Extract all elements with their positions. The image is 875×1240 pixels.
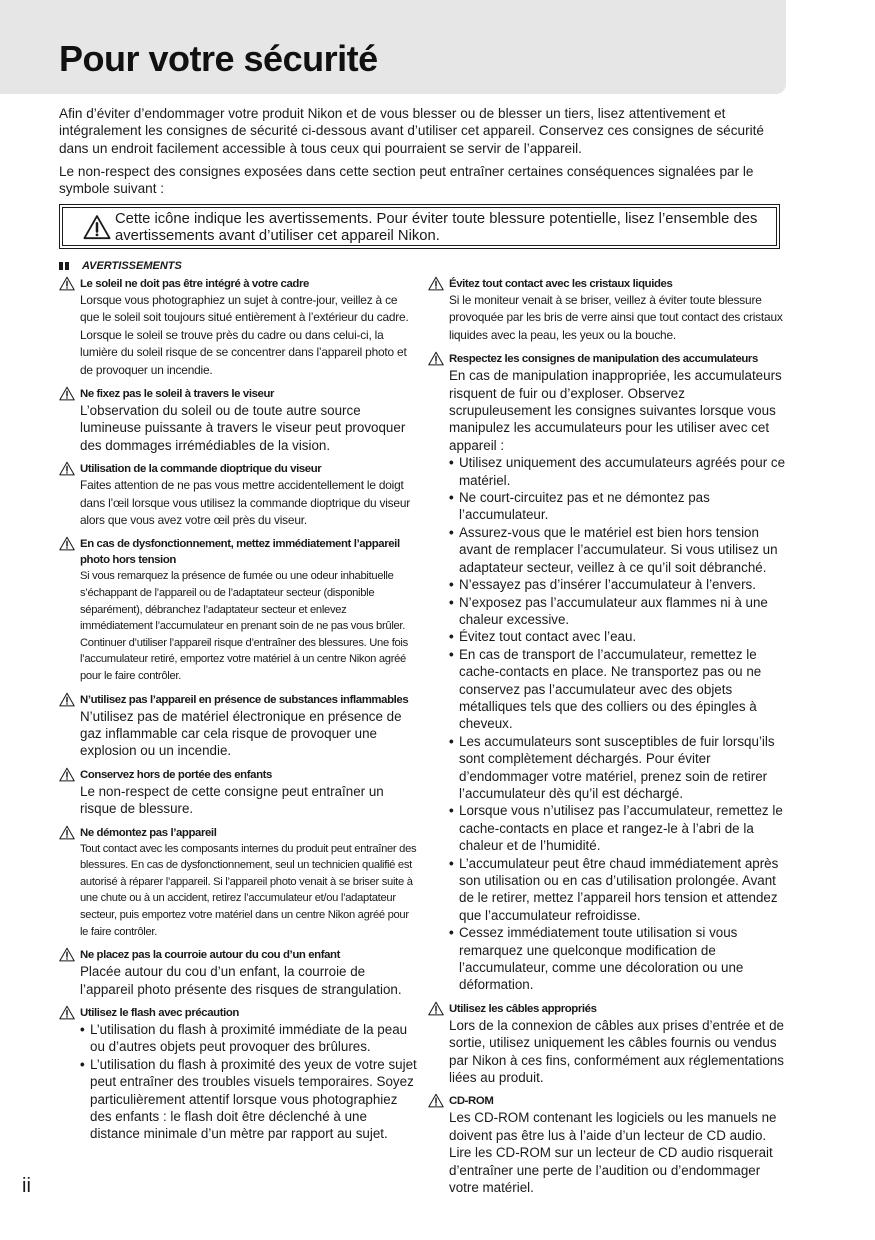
warning-icon: [428, 1001, 444, 1016]
warning-icon: [59, 461, 75, 476]
warning-item-body: Lorsque vous photographiez un sujet à contre-jour, veillez à ce que le soleil soit toujours situé entièrement à l’extérieur du cadre. Lorsque le soleil se trouve près du cadre ou dans celui-ci, la lumière du soleil risque de se concentrer dans l’appareil photo et de provoquer un incendie.: [80, 293, 409, 377]
warning-icon: [59, 767, 75, 782]
warning-title-text: Le soleil ne doit pas être intégré à votre cadre: [80, 278, 309, 290]
warning-item: [59, 461, 419, 529]
right-column: [428, 276, 788, 1204]
warning-item-title: [59, 461, 419, 477]
bullet-item: • Les accumulateurs sont susceptibles de fuir lorsqu’ils sont complètement déchargés. Pour éviter d’endommager votre matériel, prenez soin de retirer l’accumulateur dès qu’il est déchargé.: [449, 733, 788, 803]
warning-icon: [428, 276, 444, 291]
warning-item-title: [59, 536, 419, 568]
warning-icon: [59, 386, 75, 401]
bullet-item: • N’essayez pas d’insérer l’accumulateur à l’envers.: [449, 576, 788, 593]
warning-title-text: Respectez les consignes de manipulation des accumulateurs: [449, 353, 758, 366]
warning-item-title: [428, 351, 788, 367]
warning-title-text: CD-ROM: [449, 1095, 494, 1108]
bullet-item: • N’exposez pas l’accumulateur aux flammes ni à une chaleur excessive.: [449, 594, 788, 629]
warning-icon: [59, 536, 75, 551]
warning-item-body: L’observation du soleil ou de toute autre source lumineuse puissante à travers le viseur peut provoquer des dommages irrémédiables de la vision.: [80, 403, 406, 453]
warning-icon: [59, 1005, 75, 1020]
warning-item-title: [59, 767, 419, 783]
warning-item-title: [59, 692, 419, 708]
warning-title-text: Évitez tout contact avec les cristaux liquides: [449, 278, 673, 290]
warning-item-title: [59, 276, 419, 292]
bullet-item: • Assurez-vous que le matériel est bien hors tension avant de remplacer l’accumulateur. Si vous utilisez un adaptateur secteur, veillez à ce qu’il soit débranché.: [449, 524, 788, 576]
left-column: [59, 276, 419, 1150]
warning-title-text: Ne fixez pas le soleil à travers le viseur: [80, 388, 275, 401]
warning-title-text: N’utilisez pas l’appareil en présence de substances inflammables: [80, 693, 409, 706]
warning-title-text: Utilisez le flash avec précaution: [80, 1007, 239, 1020]
bullet-item: • Lorsque vous n’utilisez pas l’accumulateur, remettez le cache-contacts en place et rangez-le à l’abri de la chaleur et de l’humidité.: [449, 802, 788, 854]
warning-item: [428, 1001, 788, 1087]
warning-title-text: Ne démontez pas l’appareil: [80, 826, 217, 839]
warning-item: [59, 825, 419, 941]
warning-notice-box: [59, 204, 780, 249]
warning-title-text: En cas de dysfonctionnement, mettez immédiatement l’appareil photo hors tension: [80, 538, 400, 567]
warning-item: [59, 276, 419, 379]
warning-item-body: Le non-respect de cette consigne peut entraîner un risque de blessure.: [80, 783, 384, 817]
bullet-item: • Ne court-circuitez pas et ne démontez pas l’accumulateur.: [449, 489, 788, 524]
bullet-item: • En cas de transport de l’accumulateur, remettez le cache-contacts en place. Ne transportez pas ou ne conservez pas l’accumulateur avec des objets métalliques tels que des colliers ou des épingles à cheveux.: [449, 646, 788, 733]
warning-title-text: Conservez hors de portée des enfants: [80, 768, 272, 781]
warning-item-title: [59, 1005, 419, 1021]
notice-inner-border: [62, 207, 777, 246]
bullet-item: • Évitez tout contact avec l’eau.: [449, 628, 788, 645]
warning-item-body: Si le moniteur venait à se briser, veillez à éviter toute blessure provoquée par les bris de verre ainsi que tout contact des cristaux liquides avec la peau, les yeux ou la bouche.: [449, 293, 783, 342]
warning-icon: [428, 1093, 444, 1108]
intro: [59, 105, 787, 203]
warning-item-body: Tout contact avec les composants internes du produit peut entraîner des blessures. En cas de dysfonctionnement, seul un technicien qualifié est autorisé à réparer l’appareil. Si l’appareil photo venait à se briser suite à une chute ou à un accident, retirez l’accumulateur et/ou l’adaptateur secteur, puis emportez votre matériel dans un centre Nikon agréé pour le faire contrôler.: [80, 842, 417, 938]
warning-title-text: Ne placez pas la courroie autour du cou d’un enfant: [80, 949, 340, 962]
warning-item: [428, 276, 788, 344]
bullet-item: • L’utilisation du flash à proximité immédiate de la peau ou d’autres objets peut provoquer des brûlures.: [80, 1021, 419, 1056]
section-heading-text: AVERTISSEMENTS: [82, 260, 182, 272]
page-title: Pour votre sécurité: [59, 38, 378, 79]
bullet-item: • L’accumulateur peut être chaud immédiatement après son utilisation ou en cas d’utilisation prolongée. Avant de le retirer, mettez l’appareil hors tension et attendez que l’accumulateur refroidisse.: [449, 855, 788, 925]
warning-item-title: [59, 825, 419, 841]
warning-title-text: Utilisez les câbles appropriés: [449, 1002, 597, 1015]
bullet-list: [449, 454, 788, 994]
warning-item-title: [59, 947, 419, 963]
warning-title-text: Utilisation de la commande dioptrique du viseur: [80, 463, 322, 476]
warning-icon: [83, 214, 111, 240]
warning-item-title: [428, 276, 788, 292]
warning-item-title: [428, 1001, 788, 1017]
warning-item: [59, 692, 419, 760]
warning-item-body: [449, 367, 788, 994]
warning-item-title: [59, 386, 419, 402]
bullet-item: • Cessez immédiatement toute utilisation si vous remarquez une quelconque modification de l’accumulateur, comme une décoloration ou une déformation.: [449, 924, 788, 994]
section-heading: [59, 260, 182, 272]
warning-icon: [428, 351, 444, 366]
bullet-list: [80, 1021, 419, 1143]
warning-item-body: Lors de la connexion de câbles aux prises d’entrée et de sortie, utilisez uniquement les câbles fournis ou vendus par Nikon à ces fins, conformément aux réglementations liées au produit.: [449, 1017, 784, 1086]
section-marker-icon: [59, 262, 70, 270]
warning-item-body: Faites attention de ne pas vous mettre accidentellement le doigt dans l’œil lorsque vous utilisez la commande dioptrique du viseur alors que vous avez votre œil près du viseur.: [80, 478, 411, 528]
warning-item-intro: En cas de manipulation inappropriée, les accumulateurs risquent de fuir ou d’exploser. Observez scrupuleusement les consignes suivantes lorsque vous manipulez les accumulateurs pour les utiliser avec cet appareil :: [449, 368, 782, 453]
warning-item-body: N’utilisez pas de matériel électronique en présence de gaz inflammable car cela risque de provoquer une explosion ou un incendie.: [80, 708, 402, 759]
warning-icon: [59, 825, 75, 840]
warning-icon: [59, 692, 75, 707]
warning-item: [59, 1005, 419, 1143]
warning-item: [59, 947, 419, 998]
warning-item: [428, 1093, 788, 1196]
warning-icon: [59, 276, 75, 291]
intro-paragraph: Le non-respect des consignes exposées dans cette section peut entraîner certaines conséquences signalées par le symbole suivant :: [59, 163, 754, 197]
bullet-item: • Utilisez uniquement des accumulateurs agréés pour ce matériel.: [449, 454, 788, 489]
bullet-item: • L’utilisation du flash à proximité des yeux de votre sujet peut entraîner des troubles visuels temporaires. Soyez particulièrement attentif lorsque vous photographiez des enfants : le flash doit être déclenché à une distance minimale d’un mètre par rapport au sujet.: [80, 1056, 419, 1143]
warning-item-body: Placée autour du cou d’un enfant, la courroie de l’appareil photo présente des risques de strangulation.: [80, 964, 402, 997]
warning-item-title: [428, 1093, 788, 1109]
warning-item: [59, 767, 419, 818]
page-number: ii: [22, 1175, 31, 1197]
warning-item-body: Si vous remarquez la présence de fumée ou une odeur inhabituelle s’échappant de l’appareil ou de l’adaptateur secteur (disponible séparément), débranchez l’adaptateur secteur et enlevez immédiatement l’accumulateur en prenant soin de ne pas vous brûler. Continuer d’utiliser l’appareil risque d’entraîner des blessures. Une fois l’accumulateur retiré, emportez votre matériel à un centre Nikon agréé pour le faire contrôler.: [80, 570, 408, 683]
warning-item: [59, 386, 419, 454]
warning-item-body: [80, 1021, 419, 1143]
warning-item: [59, 536, 419, 684]
warning-icon: [59, 947, 75, 962]
intro-paragraph: Afin d’éviter d’endommager votre produit Nikon et de vous blesser ou de blesser un tiers, lisez attentivement et intégralement les consignes de sécurité ci-dessous avant d’utiliser cet appareil. Conservez ces consignes de sécurité dans un endroit facilement accessible à tous ceux qui pourraient se servir de l’appareil.: [59, 106, 764, 156]
warning-item: [428, 351, 788, 994]
notice-text: Cette icône indique les avertissements. Pour éviter toute blessure potentielle, lisez l’ensemble des avertissements avant d’utiliser cet appareil Nikon.: [115, 211, 758, 244]
warning-item-body: Les CD-ROM contenant les logiciels ou les manuels ne doivent pas être lus à l’aide d’un lecteur de CD audio. Lire les CD-ROM sur un lecteur de CD audio risquerait d’entraîner une perte de l’audition ou d’endommager votre matériel.: [449, 1110, 777, 1196]
